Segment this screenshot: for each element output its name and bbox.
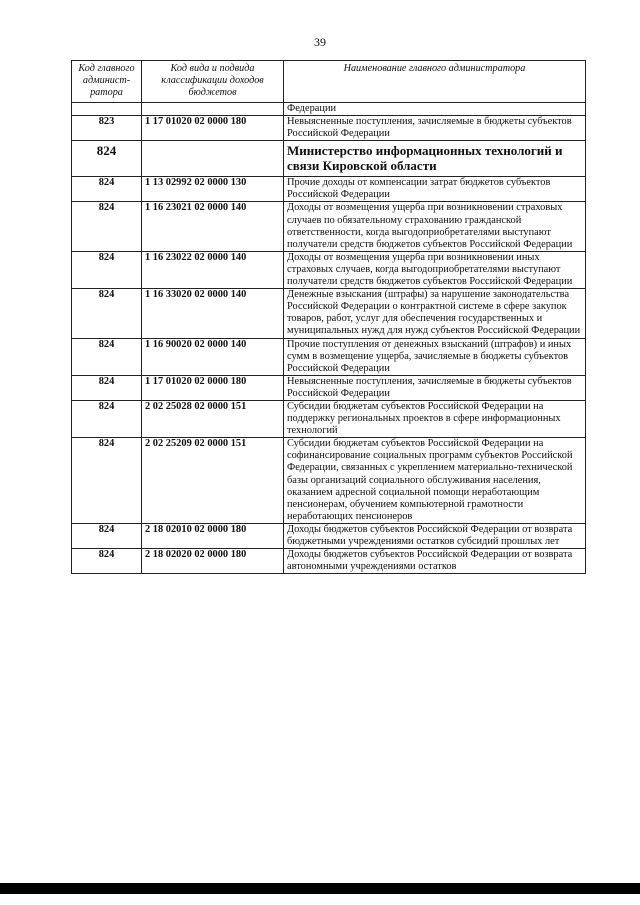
admin-code-cell: 824: [72, 177, 142, 202]
admin-name-cell: Доходы от возмещения ущерба при возникновении страховых случаев по обязательному страхованию гражданской ответственности, когда выгодоприобретателями выступают получатели средств бюджетов субъектов Российской Федерации: [284, 202, 586, 251]
revenue-codes-table: [71, 60, 586, 574]
admin-name-cell: Доходы бюджетов субъектов Российской Федерации от возврата бюджетными учреждениями остатков субсидий прошлых лет: [284, 523, 586, 548]
admin-code-cell: 824: [72, 400, 142, 437]
admin-code-cell: [72, 103, 142, 116]
table-row: [72, 202, 586, 251]
admin-name-cell: Доходы бюджетов субъектов Российской Федерации от возврата автономными учреждениями остатков: [284, 549, 586, 574]
admin-name-cell: Прочие поступления от денежных взысканий (штрафов) и иных сумм в возмещение ущерба, зачисляемые в бюджеты субъектов Российской Федерации: [284, 338, 586, 375]
revenue-code-cell: 1 17 01020 02 0000 180: [142, 375, 284, 400]
revenue-code-cell: 1 16 33020 02 0000 140: [142, 289, 284, 338]
admin-name-cell: Субсидии бюджетам субъектов Российской Федерации на поддержку региональных проектов в сфере информационных технологий: [284, 400, 586, 437]
revenue-code-cell: 2 18 02010 02 0000 180: [142, 523, 284, 548]
table-row: [72, 400, 586, 437]
revenue-code-cell: 1 17 01020 02 0000 180: [142, 116, 284, 141]
revenue-code-cell: 1 16 23022 02 0000 140: [142, 251, 284, 288]
revenue-code-cell: 2 02 25028 02 0000 151: [142, 400, 284, 437]
admin-code-cell: 823: [72, 116, 142, 141]
table-header-row: [72, 61, 586, 103]
admin-code-cell: 824: [72, 141, 142, 177]
header-admin-code: Код главного админист-ратора: [72, 61, 142, 103]
revenue-code-cell: 2 02 25209 02 0000 151: [142, 438, 284, 524]
admin-name-cell: Невыясненные поступления, зачисляемые в бюджеты субъектов Российской Федерации: [284, 375, 586, 400]
admin-code-cell: 824: [72, 338, 142, 375]
revenue-code-cell: 1 13 02992 02 0000 130: [142, 177, 284, 202]
table-row: [72, 116, 586, 141]
revenue-code-cell: [142, 141, 284, 177]
admin-code-cell: 824: [72, 549, 142, 574]
admin-name-cell: Федерации: [284, 103, 586, 116]
section-heading-row: [72, 141, 586, 177]
header-admin-name: Наименование главного администратора: [284, 61, 586, 103]
table-row: [72, 438, 586, 524]
admin-code-cell: 824: [72, 289, 142, 338]
admin-name-cell: Денежные взыскания (штрафы) за нарушение законодательства Российской Федерации о контрактной системе в сфере закупок товаров, работ, услуг для обеспечения государственных и муниципальных нужд для нужд субъектов Российской Федерации: [284, 289, 586, 338]
table-row: [72, 338, 586, 375]
table-row: [72, 103, 586, 116]
revenue-code-cell: [142, 103, 284, 116]
admin-code-cell: 824: [72, 523, 142, 548]
table-row: [72, 523, 586, 548]
table-row: [72, 289, 586, 338]
table-row: [72, 375, 586, 400]
admin-name-cell: Доходы от возмещения ущерба при возникновении иных страховых случаев, когда выгодоприобретателями выступают получатели средств бюджетов субъектов Российской Федерации: [284, 251, 586, 288]
page-number: 39: [314, 35, 326, 49]
header-revenue-code: Код вида и подвида классификации доходов бюджетов: [142, 61, 284, 103]
admin-code-cell: 824: [72, 375, 142, 400]
admin-code-cell: 824: [72, 438, 142, 524]
scan-bottom-edge: [0, 883, 640, 894]
admin-name-cell: Невыясненные поступления, зачисляемые в бюджеты субъектов Российской Федерации: [284, 116, 586, 141]
admin-name-cell: Субсидии бюджетам субъектов Российской Федерации на софинансирование социальных программ субъектов Российской Федерации, связанных с укреплением материально-технической базы организаций социального обслуживания населения, оказанием адресной социальной помощи неработающим пенсионерам, обучением компьютерной грамотности неработающих пенсионеров: [284, 438, 586, 524]
admin-code-cell: 824: [72, 251, 142, 288]
revenue-code-cell: 1 16 90020 02 0000 140: [142, 338, 284, 375]
section-title-cell: Министерство информационных технологий и связи Кировской области: [284, 141, 586, 177]
admin-code-cell: 824: [72, 202, 142, 251]
table-row: [72, 251, 586, 288]
table-row: [72, 549, 586, 574]
revenue-code-cell: 1 16 23021 02 0000 140: [142, 202, 284, 251]
revenue-code-cell: 2 18 02020 02 0000 180: [142, 549, 284, 574]
admin-name-cell: Прочие доходы от компенсации затрат бюджетов субъектов Российской Федерации: [284, 177, 586, 202]
table-row: [72, 177, 586, 202]
